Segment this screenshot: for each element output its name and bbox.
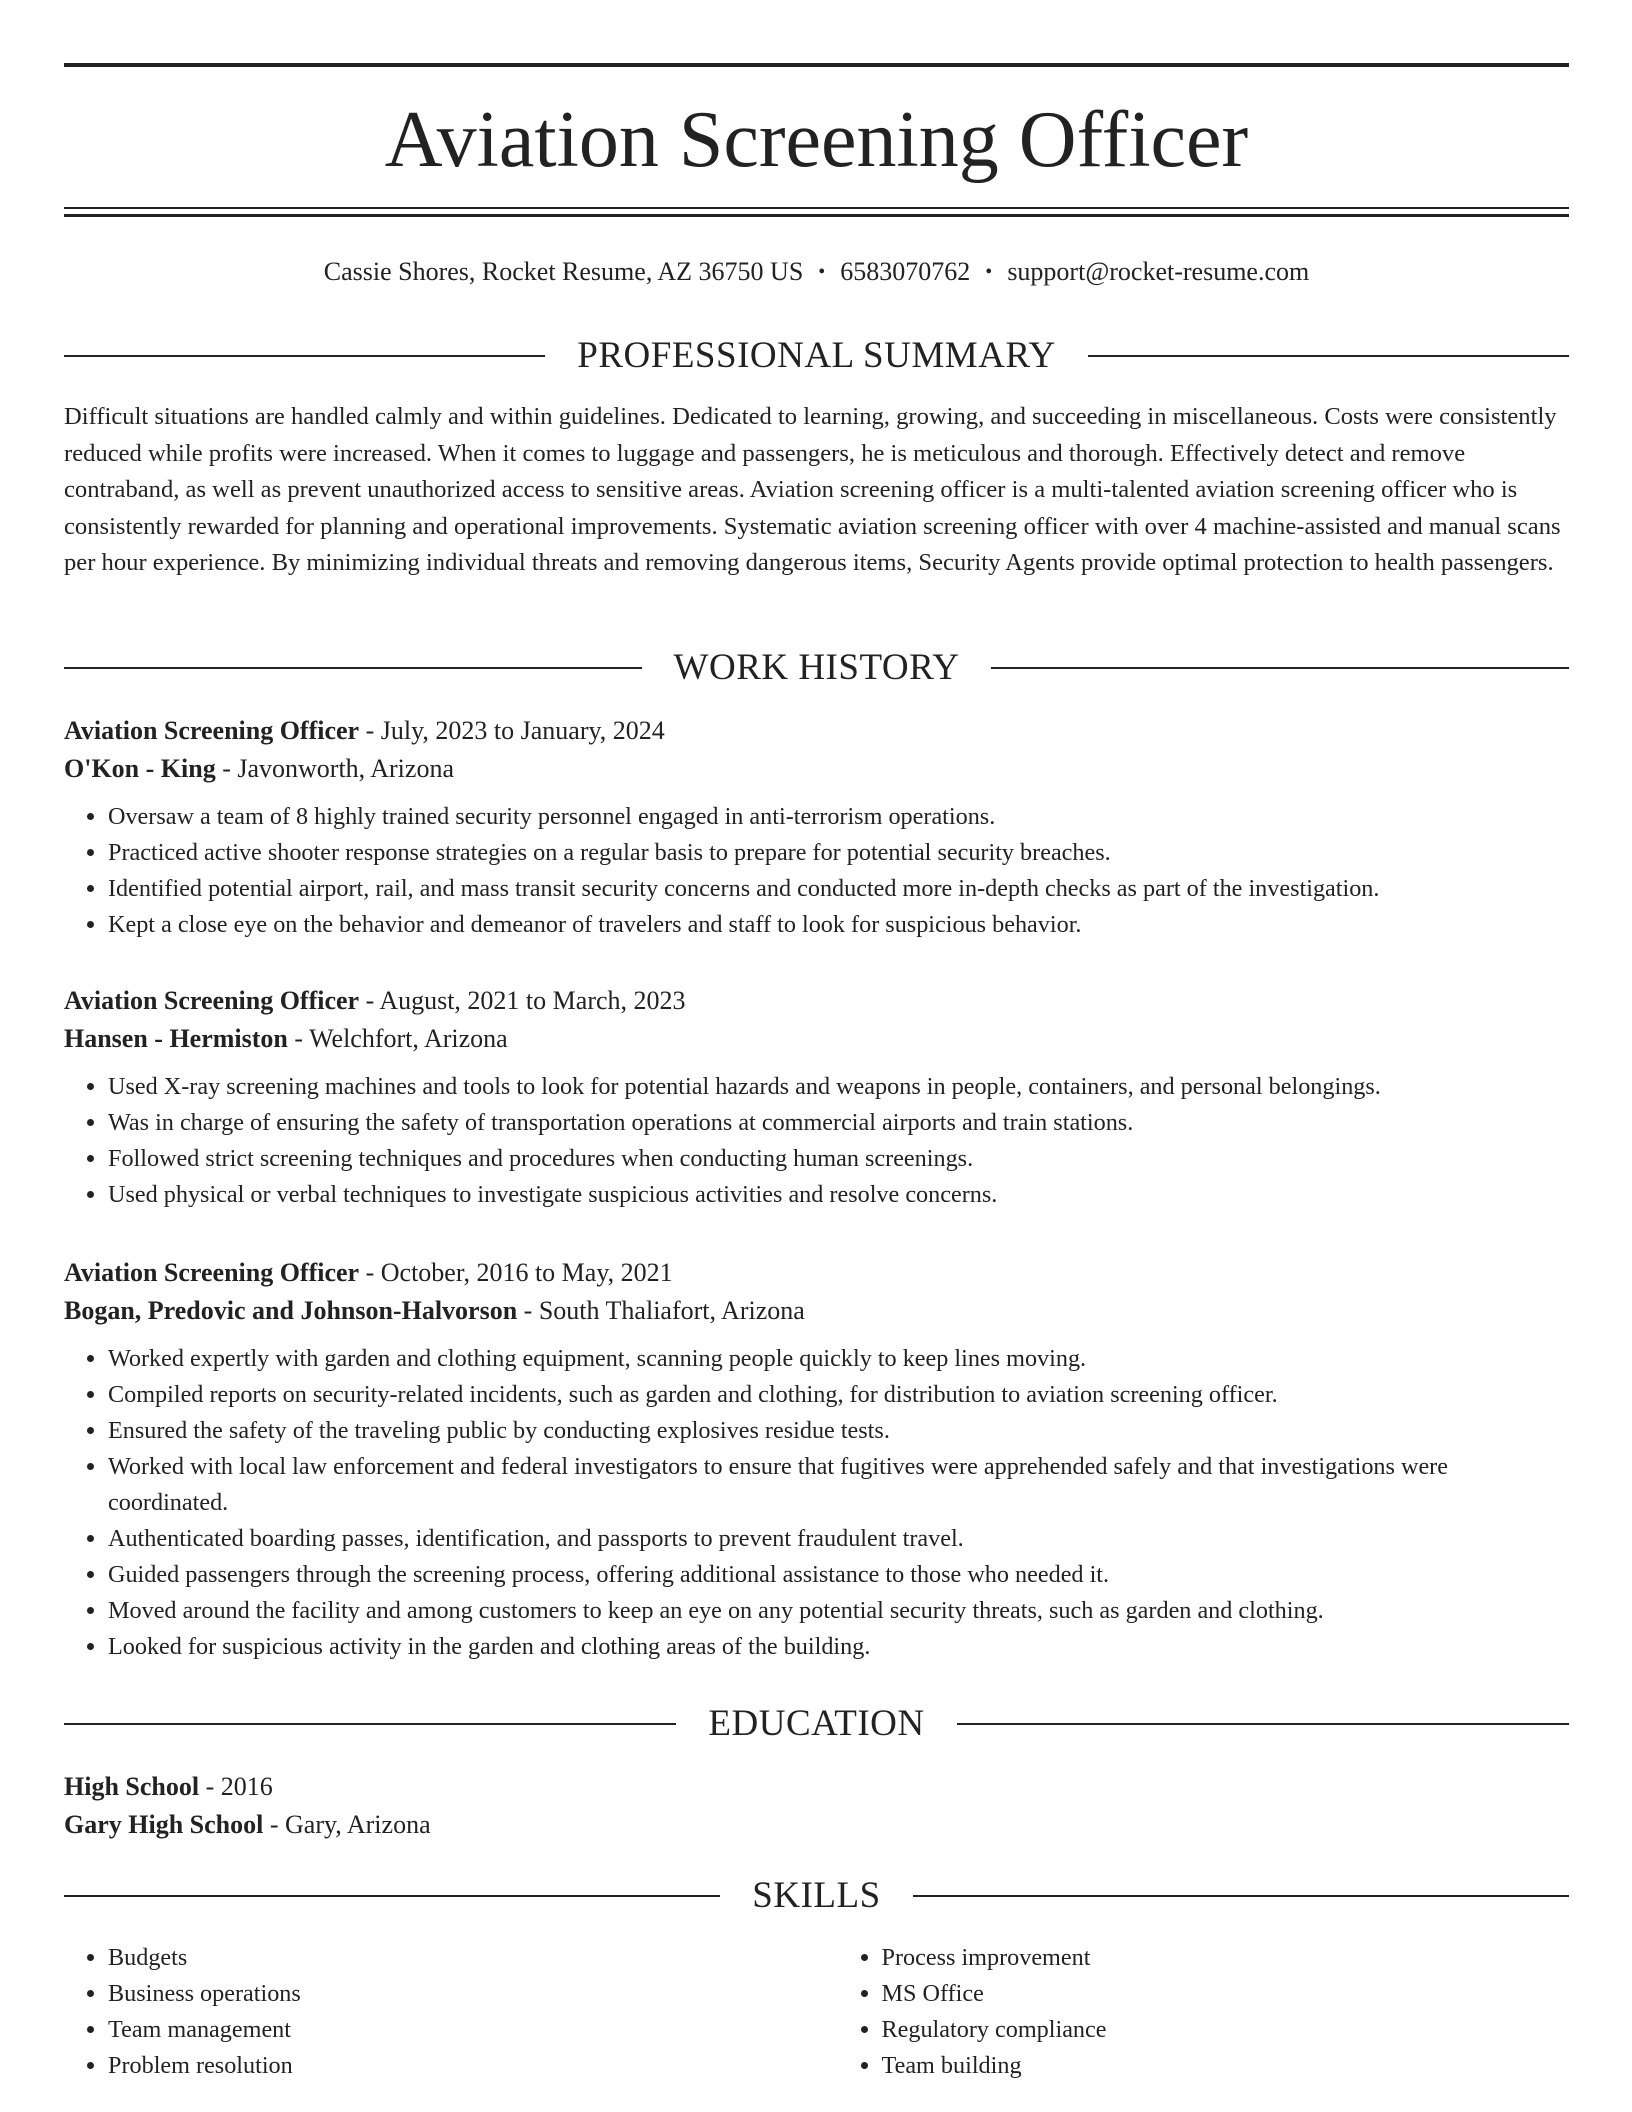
contact-separator: • [985, 261, 993, 283]
skill-item: • MS Office [882, 1976, 1570, 2012]
section-heading-label: SKILLS [752, 1875, 881, 1916]
education-location: - Gary, Arizona [263, 1810, 431, 1839]
skill-item: • Team building [882, 2048, 1570, 2084]
job-company-line [64, 750, 1569, 788]
education-year: - 2016 [199, 1772, 273, 1801]
job-bullet: • Authenticated boarding passes, identification, and passports to prevent fraudulent travel. [108, 1521, 1569, 1557]
contact-email: support@rocket-resume.com [1007, 257, 1310, 286]
skill-item: • Regulatory compliance [882, 2012, 1570, 2048]
resume-title: Aviation Screening Officer [384, 96, 1249, 184]
job-bullet: • Was in charge of ensuring the safety of transportation operations at commercial airports and train stations. [108, 1105, 1569, 1141]
job-bullet: • Used X-ray screening machines and tools to look for potential hazards and weapons in people, containers, and personal belongings. [108, 1069, 1569, 1105]
job-dates: - August, 2021 to March, 2023 [359, 986, 686, 1015]
heading-rule-left [64, 1723, 676, 1725]
heading-rule-left [64, 355, 545, 357]
skill-item: • Team management [108, 2012, 796, 2048]
job-title-line [64, 712, 1569, 750]
top-rule [64, 63, 1569, 67]
job-title: Aviation Screening Officer [64, 1258, 360, 1287]
section-heading-work-history [64, 646, 1569, 690]
job-location: - South Thaliafort, Arizona [517, 1296, 805, 1325]
skills-column-left [64, 1940, 796, 2084]
job-bullet: • Compiled reports on security-related incidents, such as garden and clothing, for distribution to aviation screening officer. [108, 1377, 1569, 1413]
heading-rule-right [1088, 355, 1569, 357]
job-title-line [64, 1254, 1569, 1292]
education-degree-line [64, 1768, 1569, 1806]
contact-line [64, 254, 1569, 290]
education-entry [64, 1768, 1569, 1844]
skill-item: • Budgets [108, 1940, 796, 1976]
job-bullet: • Worked with local law enforcement and federal investigators to ensure that fugitives were apprehended safely and that investigations were coordinated. [108, 1449, 1569, 1521]
job-bullet: • Guided passengers through the screening process, offering additional assistance to those who needed it. [108, 1557, 1569, 1593]
heading-rule-left [64, 1895, 720, 1897]
job-bullets [64, 1341, 1569, 1665]
skill-item: • Problem resolution [108, 2048, 796, 2084]
job-entry [64, 982, 1569, 1213]
section-heading-summary [64, 334, 1569, 378]
job-bullets [64, 1069, 1569, 1213]
education-school-line [64, 1806, 1569, 1844]
skills-column-right [838, 1940, 1570, 2084]
job-bullets [64, 799, 1569, 943]
job-bullet: • Followed strict screening techniques and procedures when conducting human screenings. [108, 1141, 1569, 1177]
heading-rule-right [913, 1895, 1569, 1897]
job-dates: - October, 2016 to May, 2021 [359, 1258, 673, 1287]
job-title-line [64, 982, 1569, 1020]
job-company: O'Kon - King [64, 754, 216, 783]
education-school: Gary High School [64, 1810, 264, 1839]
contact-address: Cassie Shores, Rocket Resume, AZ 36750 US [323, 257, 804, 286]
job-bullet: • Kept a close eye on the behavior and demeanor of travelers and staff to look for suspicious behavior. [108, 907, 1569, 943]
job-company: Hansen - Hermiston [64, 1024, 288, 1053]
skill-item: • Process improvement [882, 1940, 1570, 1976]
skills-list [64, 1940, 1569, 2084]
job-dates: - July, 2023 to January, 2024 [359, 716, 665, 745]
heading-rule-right [991, 667, 1569, 669]
job-bullet: • Looked for suspicious activity in the garden and clothing areas of the building. [108, 1629, 1569, 1665]
job-bullet: • Worked expertly with garden and clothing equipment, scanning people quickly to keep lines moving. [108, 1341, 1569, 1377]
job-entry [64, 712, 1569, 943]
job-bullet: • Ensured the safety of the traveling public by conducting explosives residue tests. [108, 1413, 1569, 1449]
job-company-line [64, 1020, 1569, 1058]
section-heading-education [64, 1702, 1569, 1746]
section-heading-label: EDUCATION [708, 1703, 925, 1744]
skill-item: • Business operations [108, 1976, 796, 2012]
heading-rule-right [957, 1723, 1569, 1725]
job-entry [64, 1254, 1569, 1665]
summary-paragraph: Difficult situations are handled calmly and within guidelines. Dedicated to learning, growing, and succeeding in miscellaneous. Costs were consistently reduced while profits were increased. When it comes to luggage and passengers, he is meticulous and thorough. Effectively detect and remove contraband, as well as prevent unauthorized access to sensitive areas. Aviation screening officer is a multi-talented aviation screening officer who is consistently rewarded for planning and operational improvements. Systematic aviation screening officer with over 4 machine-assisted and manual scans per hour experience. By minimizing individual threats and removing dangerous items, Security Agents provide optimal protection to health passengers. [64, 403, 1561, 576]
section-heading-label: PROFESSIONAL SUMMARY [577, 335, 1056, 376]
title-underline-upper [64, 207, 1569, 209]
education-degree: High School [64, 1772, 200, 1801]
job-company: Bogan, Predovic and Johnson-Halvorson [64, 1296, 518, 1325]
job-bullet: • Oversaw a team of 8 highly trained security personnel engaged in anti-terrorism operations. [108, 799, 1569, 835]
job-title: Aviation Screening Officer [64, 986, 360, 1015]
contact-phone: 6583070762 [840, 257, 971, 286]
section-heading-label: WORK HISTORY [673, 647, 960, 688]
job-bullet: • Moved around the facility and among customers to keep an eye on any potential security threats, such as garden and clothing. [108, 1593, 1569, 1629]
job-company-line [64, 1292, 1569, 1330]
contact-separator: • [818, 261, 826, 283]
title-underline-lower [64, 214, 1569, 217]
job-bullet: • Practiced active shooter response strategies on a regular basis to prepare for potential security breaches. [108, 835, 1569, 871]
heading-rule-left [64, 667, 642, 669]
job-bullet: • Used physical or verbal techniques to investigate suspicious activities and resolve concerns. [108, 1177, 1569, 1213]
job-location: - Javonworth, Arizona [215, 754, 454, 783]
job-bullet: • Identified potential airport, rail, and mass transit security concerns and conducted more in-depth checks as part of the investigation. [108, 871, 1569, 907]
section-heading-skills [64, 1874, 1569, 1918]
job-title: Aviation Screening Officer [64, 716, 360, 745]
job-location: - Welchfort, Arizona [287, 1024, 508, 1053]
